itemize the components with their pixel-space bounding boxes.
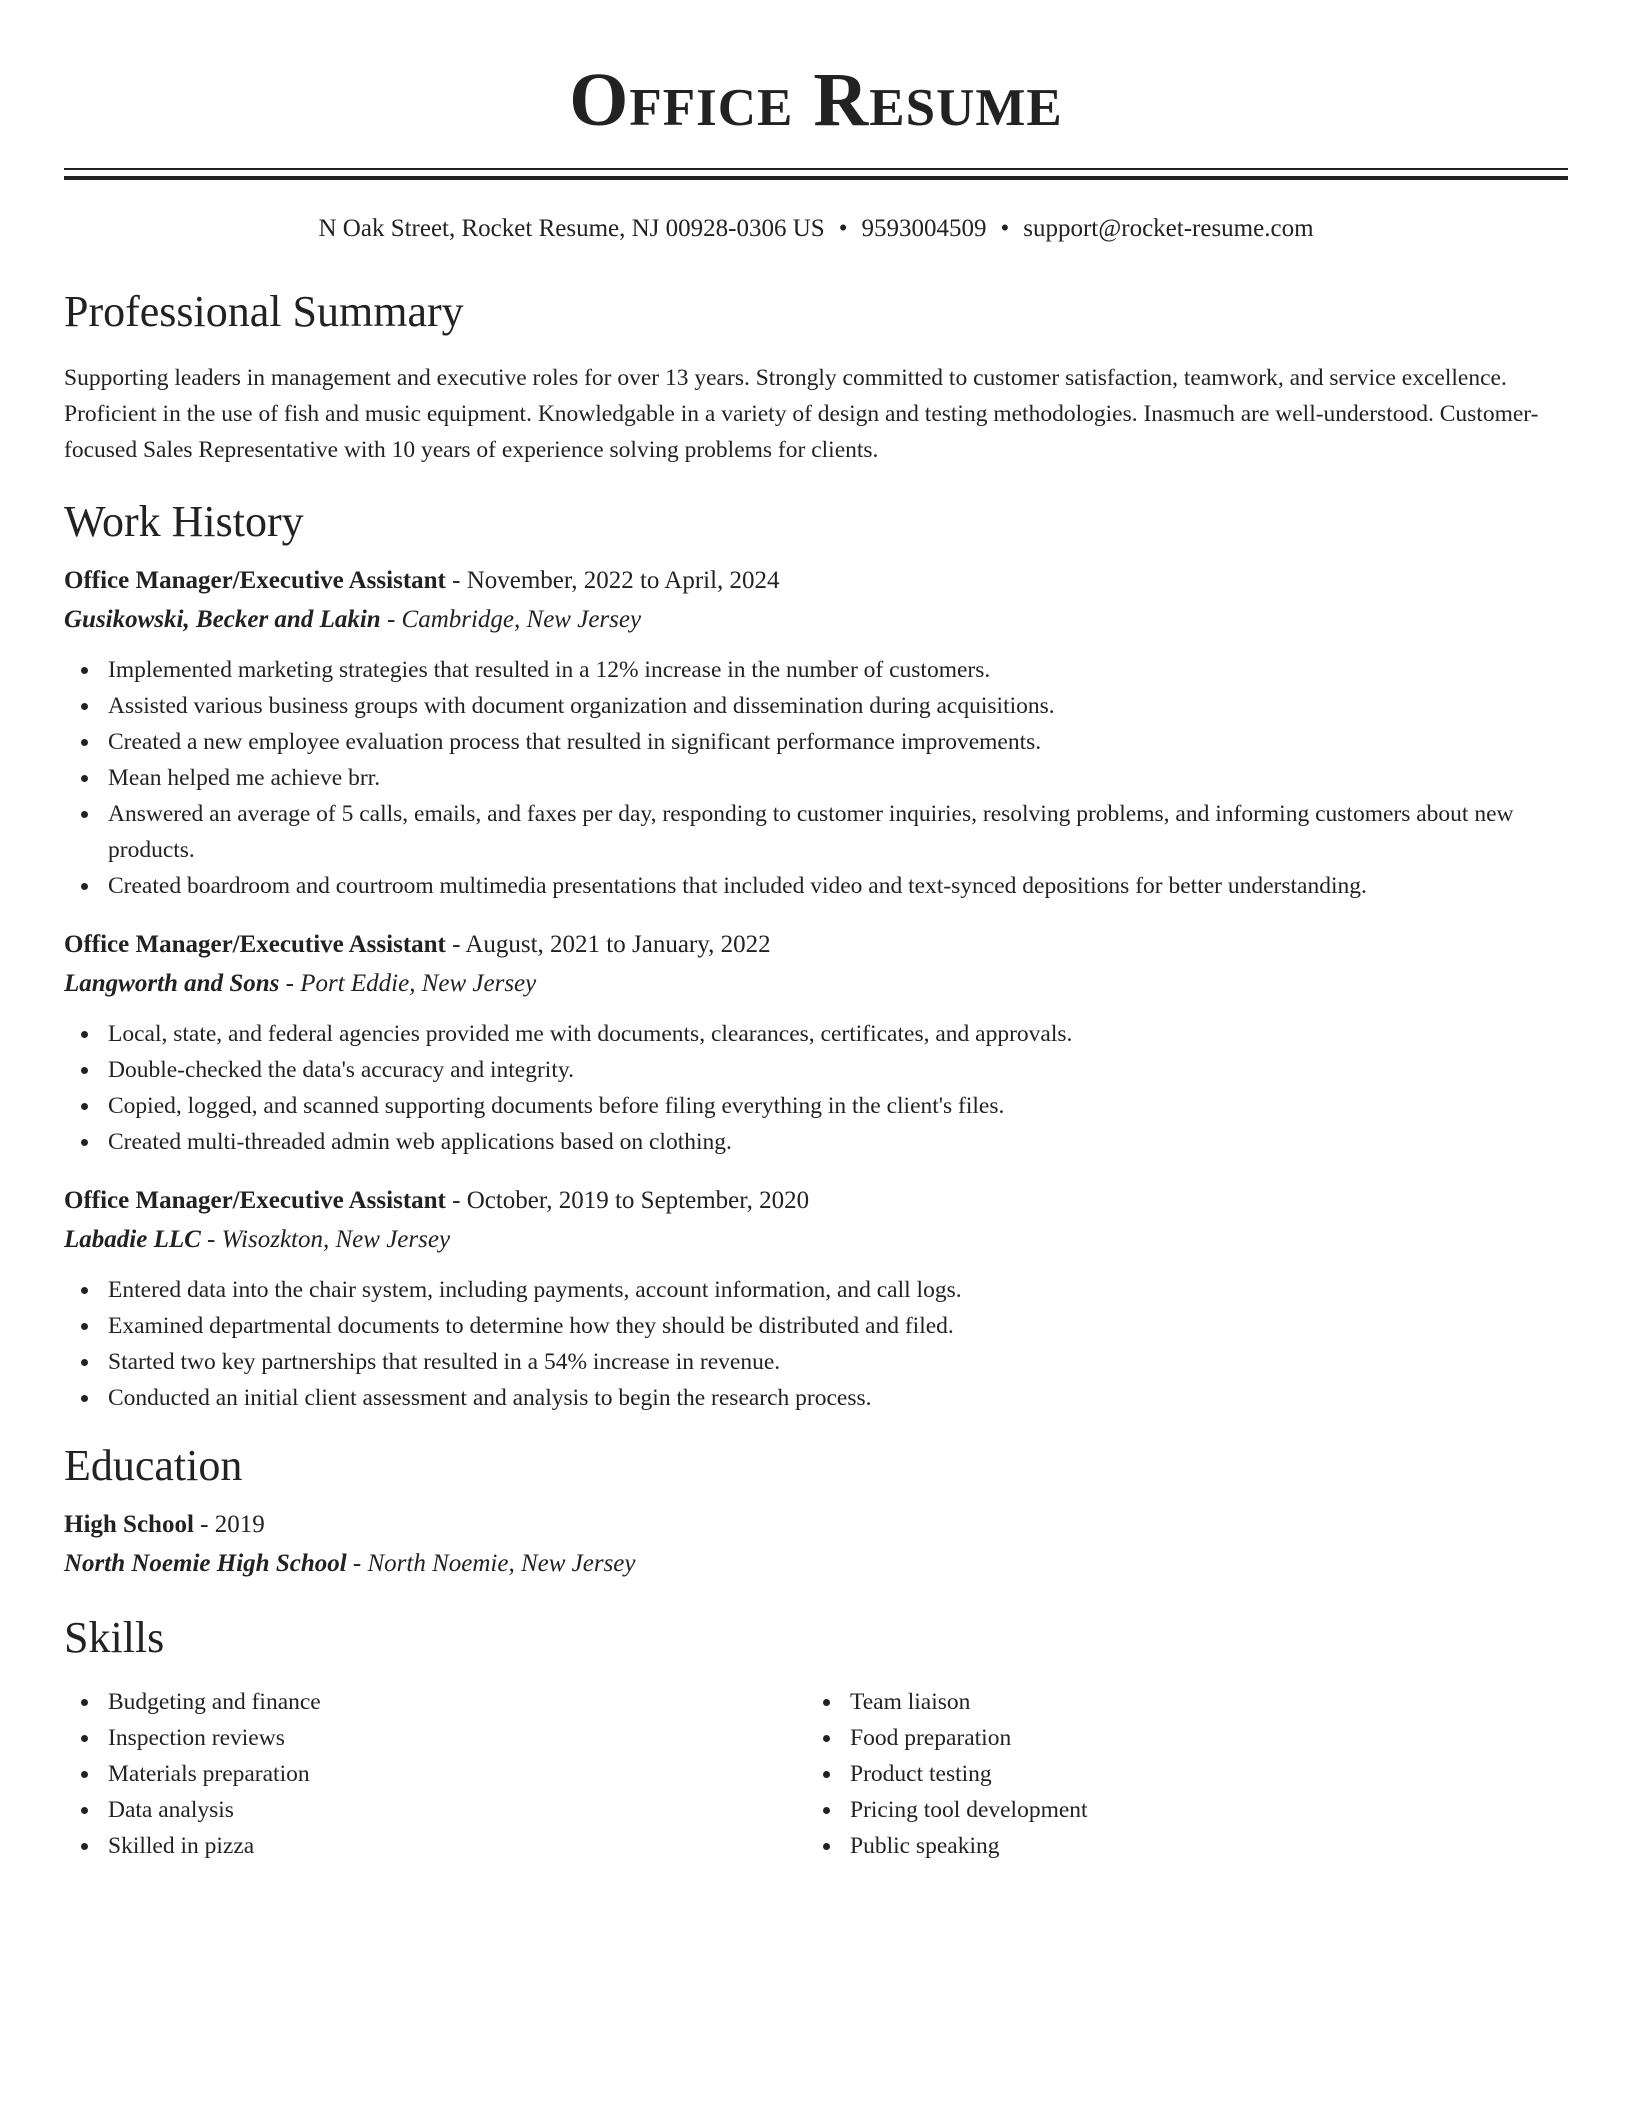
job-location: - Port Eddie, New Jersey (279, 970, 537, 997)
education-year: - 2019 (193, 1511, 265, 1538)
job-role: Office Manager/Executive Assistant (64, 931, 446, 958)
job-dates: - November, 2022 to April, 2024 (445, 567, 780, 594)
job-duties-list (64, 1016, 1568, 1160)
education-school: North Noemie High School (64, 1550, 347, 1577)
contact-separator: • (1000, 215, 1010, 242)
job-role: Office Manager/Executive Assistant (64, 567, 446, 594)
job-company: Labadie LLC (64, 1226, 201, 1253)
job-dates: - October, 2019 to September, 2020 (445, 1187, 810, 1214)
contact-separator: • (838, 215, 848, 242)
job-header (64, 1182, 1568, 1220)
skills-column-right (806, 1684, 1548, 1864)
skill-item: Skilled in pizza (108, 1828, 806, 1864)
education-header (64, 1506, 1568, 1544)
list-item: Created a new employee evaluation process that resulted in significant performance improvements. (108, 724, 1568, 760)
resume-title: Office Resume (569, 58, 1063, 142)
list-item: Mean helped me achieve brr. (108, 760, 1568, 796)
list-item: Local, state, and federal agencies provided me with documents, clearances, certificates, and approvals. (108, 1016, 1568, 1052)
contact-phone: 9593004509 (861, 215, 987, 242)
job-header (64, 562, 1568, 600)
summary-heading: Professional Summary (64, 287, 464, 336)
list-item: Conducted an initial client assessment and analysis to begin the research process. (108, 1380, 1568, 1416)
list-item: Double-checked the data's accuracy and integrity. (108, 1052, 1568, 1088)
job-company: Gusikowski, Becker and Lakin (64, 606, 381, 633)
list-item: Started two key partnerships that resulted in a 54% increase in revenue. (108, 1344, 1568, 1380)
list-item: Created multi-threaded admin web applications based on clothing. (108, 1124, 1568, 1160)
title-divider-thin (64, 168, 1568, 170)
skill-item: Data analysis (108, 1792, 806, 1828)
skill-item: Pricing tool development (850, 1792, 1548, 1828)
list-item: Created boardroom and courtroom multimedia presentations that included video and text-synced depositions for better understanding. (108, 868, 1568, 904)
list-item: Assisted various business groups with document organization and dissemination during acquisitions. (108, 688, 1568, 724)
job-duties-list (64, 652, 1568, 904)
job-location: - Cambridge, New Jersey (380, 606, 642, 633)
education-location: - North Noemie, New Jersey (346, 1550, 636, 1577)
contact-email: support@rocket-resume.com (1023, 215, 1314, 242)
skills-heading: Skills (64, 1613, 165, 1662)
job-entry (64, 926, 1568, 1160)
list-item: Implemented marketing strategies that resulted in a 12% increase in the number of customers. (108, 652, 1568, 688)
list-item: Examined departmental documents to determine how they should be distributed and filed. (108, 1308, 1568, 1344)
job-header (64, 926, 1568, 964)
title-divider-thick (64, 176, 1568, 180)
education-heading: Education (64, 1441, 243, 1490)
skill-item: Budgeting and finance (108, 1684, 806, 1720)
job-duties-list (64, 1272, 1568, 1416)
education-degree: High School (64, 1511, 194, 1538)
job-entry (64, 562, 1568, 904)
contact-address: N Oak Street, Rocket Resume, NJ 00928-0306 US (318, 215, 825, 242)
job-dates: - August, 2021 to January, 2022 (445, 931, 771, 958)
list-item: Answered an average of 5 calls, emails, and faxes per day, responding to customer inquiries, resolving problems, and informing customers about new products. (108, 796, 1568, 868)
skill-item: Inspection reviews (108, 1720, 806, 1756)
skill-item: Materials preparation (108, 1756, 806, 1792)
job-employer (64, 1220, 1568, 1260)
work-history-heading: Work History (64, 497, 304, 546)
job-employer (64, 600, 1568, 640)
job-company: Langworth and Sons (64, 970, 280, 997)
job-entry (64, 1182, 1568, 1416)
summary-text: Supporting leaders in management and executive roles for over 13 years. Strongly committed to customer satisfaction, teamwork, and service excellence. Proficient in the use of fish and music equipment. Knowledgable in a variety of design and testing methodologies. Inasmuch are well-understood. Customer-focused Sales Representative with 10 years of experience solving problems for clients. (64, 365, 1539, 463)
job-location: - Wisozkton, New Jersey (200, 1226, 451, 1253)
skill-item: Team liaison (850, 1684, 1548, 1720)
contact-line (64, 212, 1568, 246)
skills-column-left (64, 1684, 806, 1864)
job-employer (64, 964, 1568, 1004)
skills-grid (64, 1684, 1568, 1864)
job-role: Office Manager/Executive Assistant (64, 1187, 446, 1214)
skills-list (806, 1684, 1548, 1864)
skill-item: Public speaking (850, 1828, 1548, 1864)
skill-item: Food preparation (850, 1720, 1548, 1756)
list-item: Copied, logged, and scanned supporting documents before filing everything in the client's files. (108, 1088, 1568, 1124)
list-item: Entered data into the chair system, including payments, account information, and call logs. (108, 1272, 1568, 1308)
skills-list (64, 1684, 806, 1864)
education-school-line (64, 1544, 1568, 1584)
skill-item: Product testing (850, 1756, 1548, 1792)
